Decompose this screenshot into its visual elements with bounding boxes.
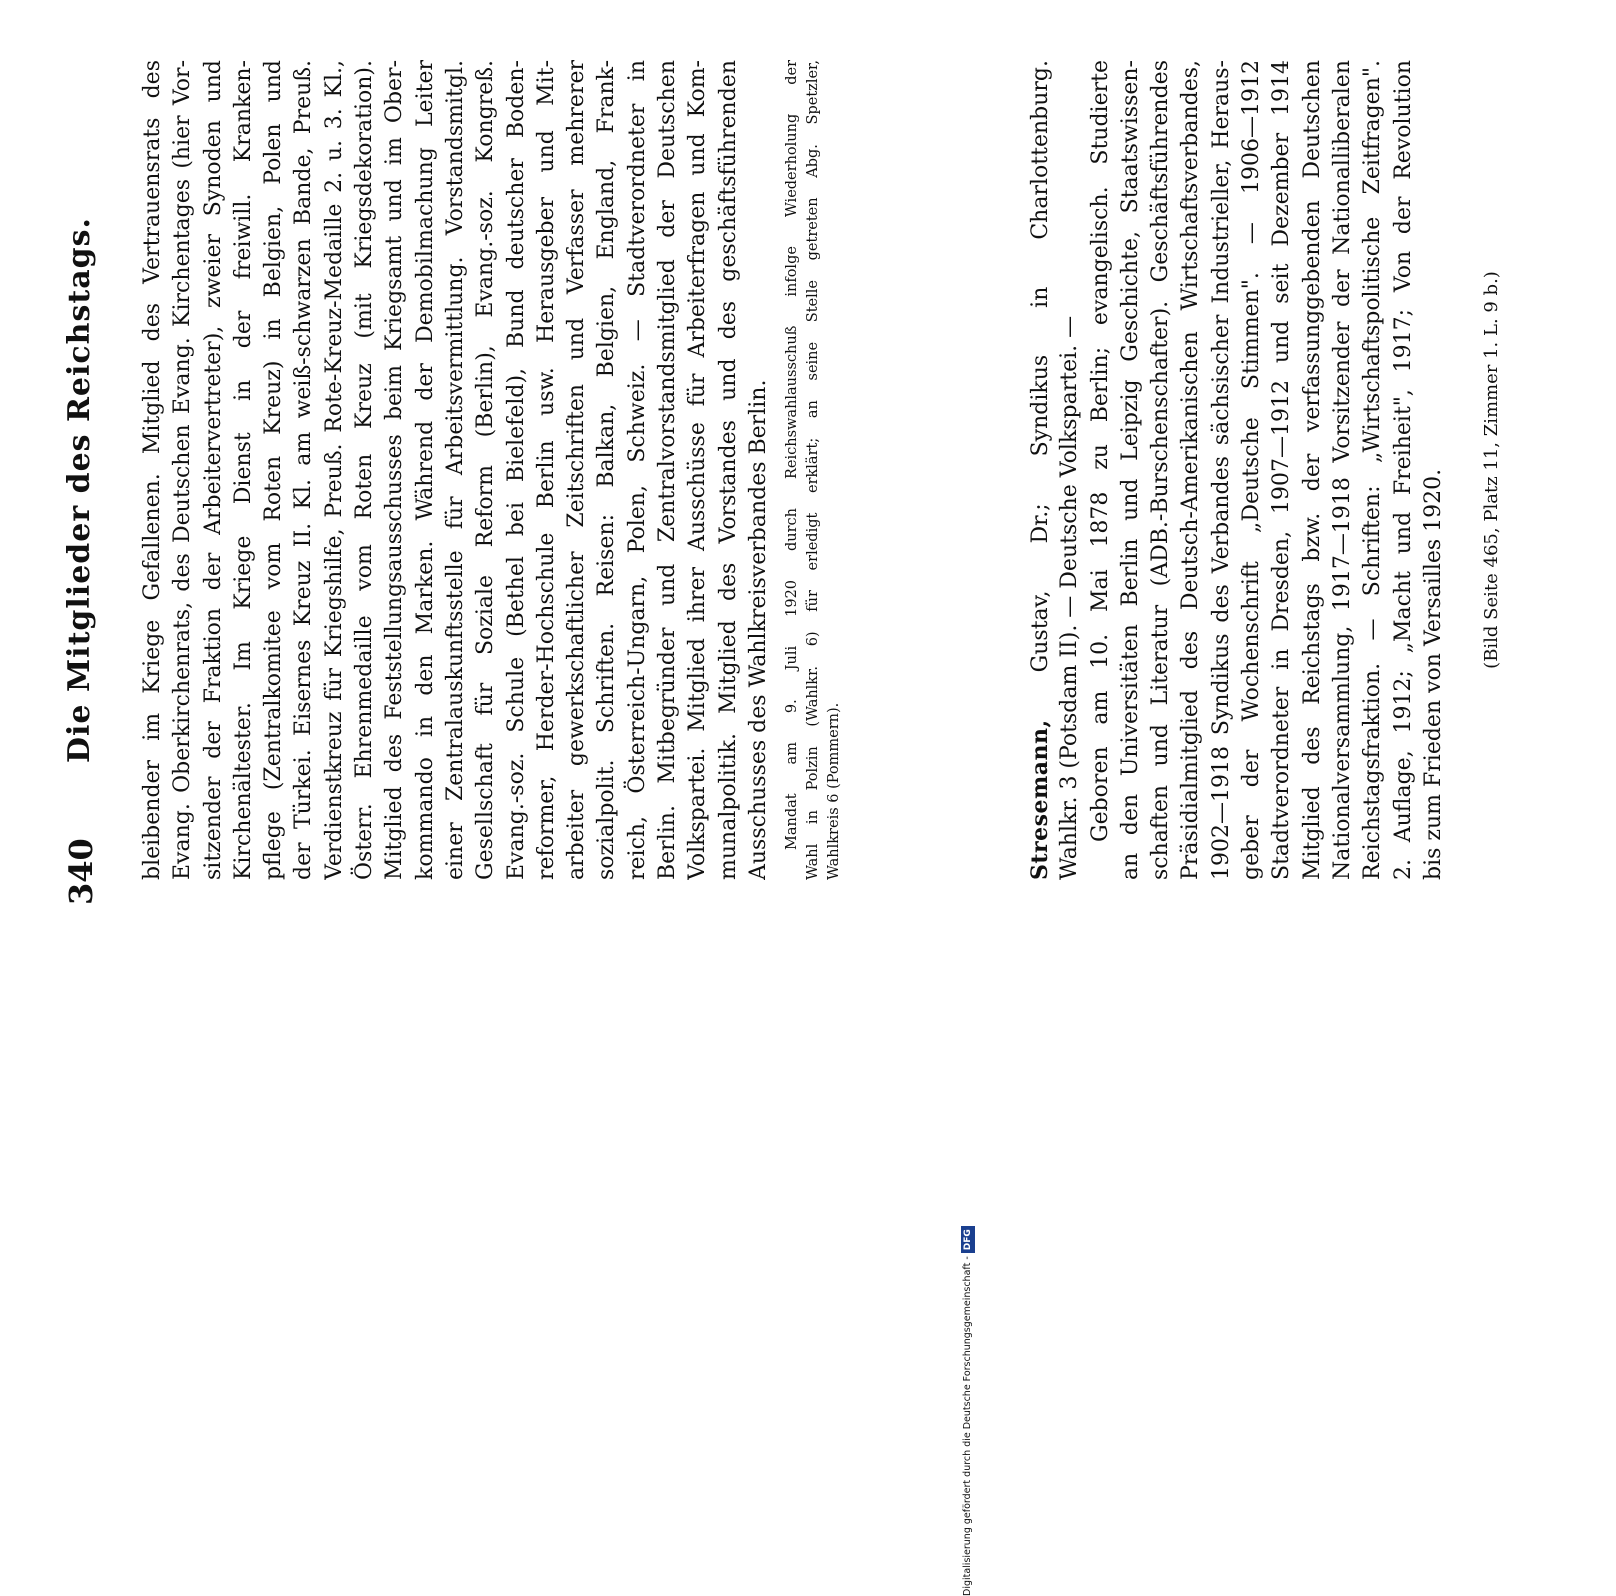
digitization-stamp <box>960 926 976 1596</box>
text-line: bis zum Frieden von Versailles 1920. <box>1420 468 1446 880</box>
text-line: 2. Auflage, 1912; „Macht und Freiheit", 1917; Von der Revolution <box>1390 60 1416 880</box>
text-line: Mitglied des Reichstags bzw. der verfassunggebenden Deutschen <box>1299 60 1325 880</box>
text-line: Geboren am 10. Mai 1878 zu Berlin; evangelisch. Studierte <box>1087 60 1113 842</box>
text-line: Präsidialmitglied des Deutsch-Amerikanischen Wirtschaftsverbandes, <box>1178 60 1204 880</box>
text-line: munalpolitik. Mitglied des Vorstandes und des geschäftsführenden <box>715 60 741 880</box>
text-line: Kirchenältester. Im Kriege Dienst in der freiwill. Kranken- <box>230 60 256 880</box>
text-line: Mitglied des Feststellungsausschusses beim Kriegsamt und im Ober- <box>382 60 408 880</box>
text-line: Reichstagsfraktion. — Schriften: „Wirtschaftspolitische Zeitfragen". <box>1360 60 1386 880</box>
text-line: bleibender im Kriege Gefallenen. Mitglied des Vertrauensrats des <box>140 60 165 880</box>
text-line: Evang. Oberkirchenrats, des Deutschen Evang. Kirchentages (hier Vor- <box>170 60 196 880</box>
text-line: der Türkei. Eisernes Kreuz II. Kl. am weiß-schwarzen Bande, Preuß. <box>291 60 317 880</box>
text-line: 1902—1918 Syndikus des Verbandes sächsischer Industrieller, Heraus- <box>1208 60 1234 880</box>
text-line: Gesellschaft für Soziale Reform (Berlin), Evang.-soz. Kongreß. <box>473 60 499 880</box>
entry-heading <box>1025 60 1055 880</box>
text-line: kommando in den Marken. Während der Demobilmachung Leiter <box>412 60 438 880</box>
text-line: Evang.-soz. Schule (Bethel bei Bielefeld), Bund deutscher Boden- <box>503 60 529 880</box>
member-details: Gustav, Dr.; Syndikus in Charlottenburg. <box>1028 60 1053 673</box>
footnote-line: Wahl in Polzin (Wahlkr. 6) für erledigt erklärt; an seine Stelle getreten Abg. Spetzler, <box>805 60 822 880</box>
text-line: Verdienstkreuz für Kriegshilfe, Preuß. Rote-Kreuz-Medaille 2. u. 3. Kl., <box>321 60 347 880</box>
text-line: arbeiter gewerkschaftlicher Zeitschriften und Verfasser mehrerer <box>564 60 590 880</box>
dfg-logo: DFG <box>961 1226 975 1253</box>
text-line: sozialpolit. Schriften. Reisen: Balkan, Belgien, England, Frank- <box>594 60 620 880</box>
text-line: an den Universitäten Berlin und Leipzig Geschichte, Staatswissen- <box>1117 60 1143 880</box>
text-line: Berlin. Mitbegründer und Zentralvorstandsmitglied der Deutschen <box>655 60 681 880</box>
text-line: sitzender der Fraktion der Arbeitervertreter), zweier Synoden und <box>200 60 226 880</box>
text-line: reformer, Herder-Hochschule Berlin usw. Herausgeber und Mit- <box>533 60 559 880</box>
member-name: Stresemann, <box>1027 719 1053 880</box>
stamp-text: Digitalisierung gefördert durch die Deutsche Forschungsgemeinschaft - <box>962 1256 973 1596</box>
page-header <box>62 75 106 905</box>
text-line: Ausschusses des Wahlkreisverbandes Berlin. <box>745 379 771 880</box>
text-line: schaften und Literatur (ADB.-Burschenschafter). Geschäftsführendes <box>1148 60 1174 880</box>
photo-reference: (Bild Seite 465, Platz 11, Zimmer 1. L. 9 b.) <box>1481 271 1503 669</box>
footnote-line: Mandat am 9. Juli 1920 durch Reichswahlausschuß infolge Wiederholung der <box>784 60 801 850</box>
page-title: Die Mitglieder des Reichstags. <box>62 217 97 763</box>
member-entry <box>1025 60 1507 880</box>
footnote-line: Wahlkreis 6 (Pommern). <box>826 702 843 880</box>
text-line: Österr. Ehrenmedaille vom Roten Kreuz (mit Kriegsdekoration). <box>352 60 378 880</box>
text-line: geber der Wochenschrift „Deutsche Stimmen". — 1906—1912 <box>1239 60 1265 880</box>
entry-constituency: Wahlkr. 3 (Potsdam II). — Deutsche Volkspartei. — <box>1057 315 1083 880</box>
text-line: Nationalversammlung, 1917—1918 Vorsitzender der Nationalliberalen <box>1329 60 1355 880</box>
text-line: Stadtverordneter in Dresden, 1907—1912 und seit Dezember 1914 <box>1269 60 1295 880</box>
footnote <box>782 60 845 880</box>
text-line: Volkspartei. Mitglied ihrer Ausschüsse für Arbeiterfragen und Kom- <box>685 60 711 880</box>
text-line: pflege (Zentralkomitee vom Roten Kreuz) in Belgien, Polen und <box>261 60 287 880</box>
page-number: 340 <box>62 838 100 905</box>
text-line: reich, Österreich-Ungarn, Polen, Schweiz. — Stadtverordneter in <box>624 60 650 880</box>
text-line: einer Zentralauskunftsstelle für Arbeitsvermittlung. Vorstandsmitgl. <box>442 60 468 880</box>
continued-entry <box>138 60 845 880</box>
